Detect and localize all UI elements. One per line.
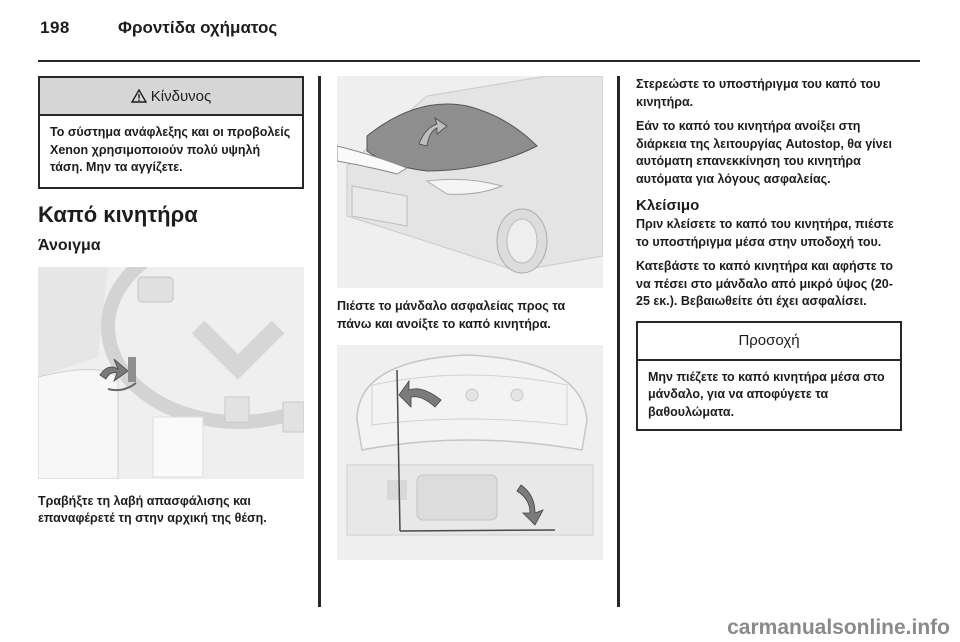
page-header bbox=[40, 18, 920, 62]
danger-title: Κίνδυνος bbox=[150, 87, 212, 105]
instruction-open-hood: Πιέστε το μάνδαλο ασφαλείας προς τα πάνω και ανοίξτε το καπό κινητήρα. bbox=[337, 299, 566, 331]
warning-triangle-icon bbox=[131, 89, 147, 103]
right-column bbox=[636, 76, 902, 431]
section-title: Φροντίδα οχήματος bbox=[118, 18, 278, 37]
middle-column bbox=[337, 76, 603, 560]
instruction-stow-support: Πριν κλείσετε το καπό του κινητήρα, πιέστε το υποστήριγμα μέσα στην υποδοχή του. bbox=[636, 217, 894, 249]
caution-notice bbox=[636, 321, 902, 432]
danger-notice bbox=[38, 76, 304, 189]
heading-hood: Καπό κινητήρα bbox=[38, 201, 198, 227]
watermark: carmanualsonline.info bbox=[727, 616, 950, 639]
left-column bbox=[38, 76, 304, 528]
header-divider bbox=[38, 60, 920, 62]
caution-title: Προσοχή bbox=[738, 332, 800, 349]
autostop-note: Εάν το καπό του κινητήρα ανοίξει στη διάρκεια της λειτουργίας Autostop, θα γίνει αυτόματη επανεκκίνηση του κινητήρα αυτόματα για λόγους ασφαλείας. bbox=[636, 119, 892, 186]
subheading-opening: Άνοιγμα bbox=[38, 236, 101, 254]
danger-header bbox=[40, 78, 302, 116]
caution-header bbox=[638, 323, 900, 361]
danger-text: Το σύστημα ανάφλεξης και οι προβολείς Xenon χρησιμοποιούν πολύ υψηλή τάση. Μην τα αγγίζετε. bbox=[50, 125, 291, 174]
column-divider bbox=[617, 76, 620, 607]
open-hood-support-rod-illustration bbox=[337, 345, 603, 560]
hood-release-lever-illustration bbox=[38, 267, 304, 479]
caution-text: Μην πιέζετε το καπό κινητήρα μέσα στο μάνδαλο, για να αποφύγετε τα βαθουλώματα. bbox=[648, 369, 885, 419]
car-hood-safety-catch-illustration bbox=[337, 76, 603, 288]
instruction-lower-hood: Κατεβάστε το καπό κινητήρα και αφήστε το να πέσει στο μάνδαλο από μικρό ύψος (20-25 εκ.). Βεβαιωθείτε ότι έχει ασφαλίσει. bbox=[636, 259, 894, 308]
column-divider bbox=[318, 76, 321, 607]
page-number: 198 bbox=[40, 18, 70, 37]
instruction-release-lever: Τραβήξτε τη λαβή απασφάλισης και επαναφέρετέ τη στην αρχική της θέση. bbox=[38, 493, 267, 525]
instruction-secure-support: Στερεώστε το υποστήριγμα του καπό του κινητήρα. bbox=[636, 77, 881, 109]
subheading-closing: Κλείσιμο bbox=[636, 197, 700, 214]
